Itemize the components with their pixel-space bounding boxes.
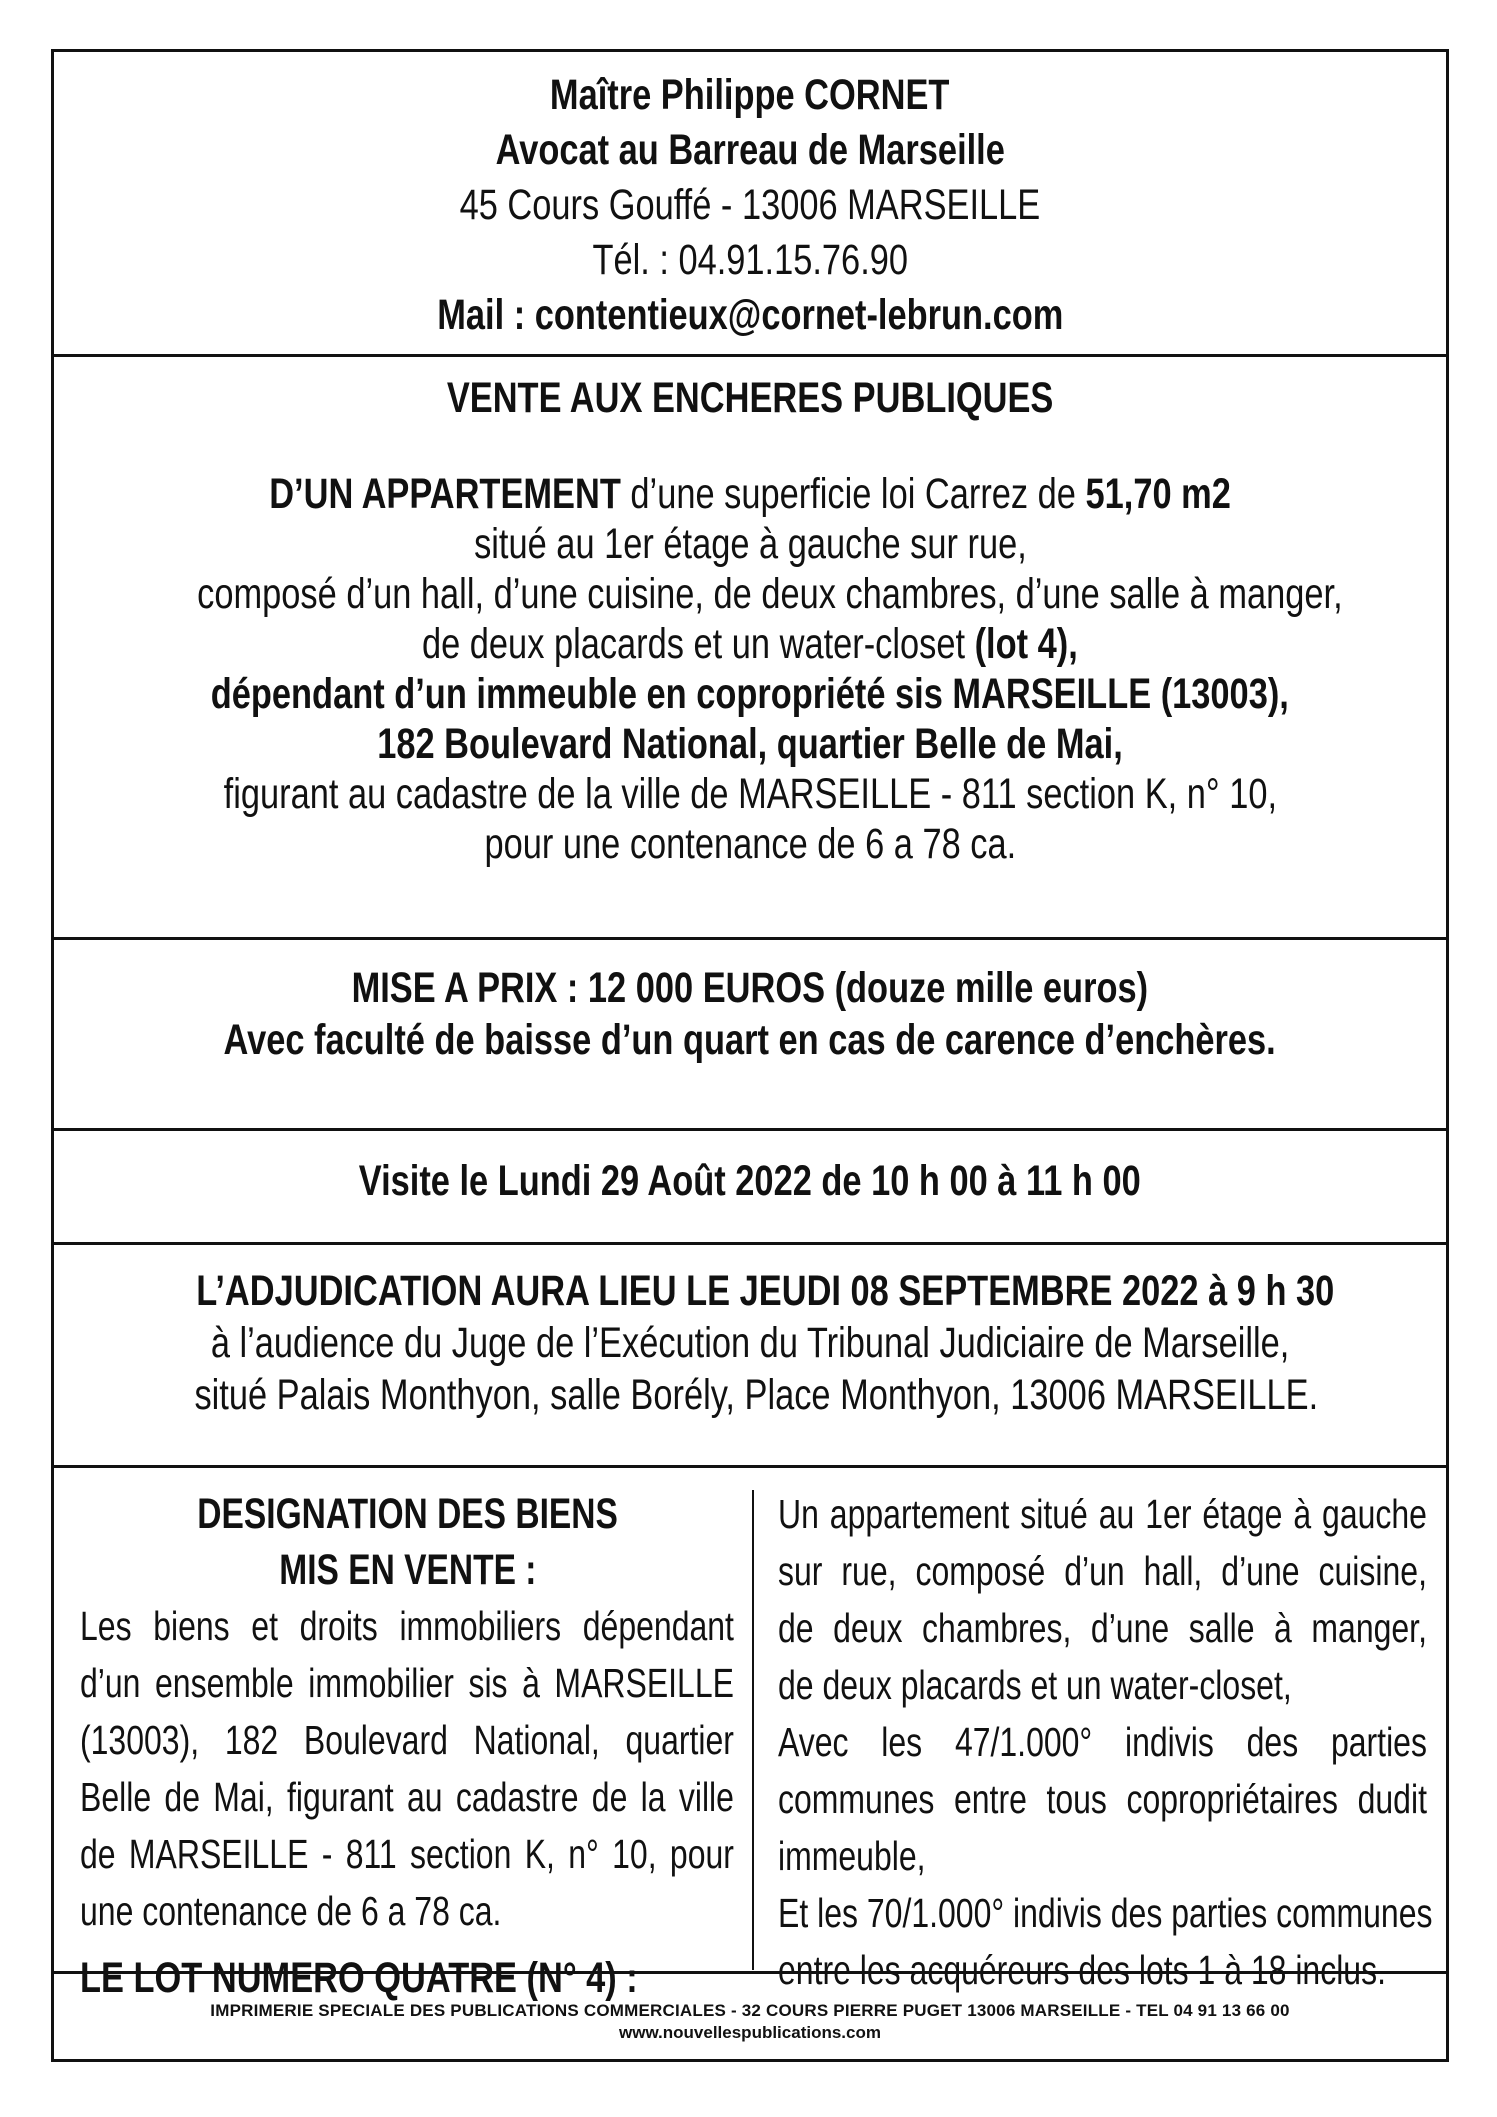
designation-title-2: MIS EN VENTE : [278,1546,537,1594]
lot-ref: (lot 4), [974,620,1078,668]
right-line: Avec les 47/1.000° indivis des parties [778,1719,1427,1765]
left-line: Les biens et droits immobiliers dépendant [80,1603,734,1649]
left-line: (13003), 182 Boulevard National, quartier [80,1717,734,1763]
cadastre-text: figurant au cadastre de la ville de MARSEILLE - 811 section K, n° 10, [223,770,1277,818]
lawyer-name: Maître Philippe CORNET [550,71,950,119]
right-line: de deux placards et un water-closet, [778,1662,1292,1708]
composition-text: composé d’un hall, d’une cuisine, de deux chambres, d’une salle à manger, [197,570,1343,618]
lawyer-address: 45 Cours Gouffé - 13006 MARSEILLE [459,181,1041,229]
visit-section [54,1131,1446,1245]
floor-text: situé au 1er étage à gauche sur rue, [473,520,1027,568]
surface-value: 51,70 m2 [1085,470,1231,518]
court-location: situé Palais Monthyon, salle Borély, Place Monthyon, 13006 MARSEILLE. [194,1371,1319,1419]
printer-website[interactable]: www.nouvellespublications.com [619,2023,881,2042]
adjudication-date: L’ADJUDICATION AURA LIEU LE JEUDI 08 SEPTEMBRE 2022 à 9 h 30 [196,1267,1335,1315]
starting-price: MISE A PRIX : 12 000 EUROS (douze mille euros) [351,964,1149,1012]
lot-number-title: LE LOT NUMERO QUATRE (N° 4) : [80,1954,638,2002]
street-address: 182 Boulevard National, quartier Belle de Mai, [377,720,1123,768]
designation-right-column [778,1486,1433,1999]
left-line: une contenance de 6 a 78 ca. [80,1888,502,1934]
right-line: de deux chambres, d’une salle à manger, [778,1605,1427,1651]
contenance-text: pour une contenance de 6 a 78 ca. [484,820,1016,868]
lawyer-mail: Mail : contentieux@cornet-lebrun.com [436,291,1064,339]
printer-footer [54,1974,1446,2062]
property-type: D’UN APPARTEMENT [269,470,621,518]
right-line: Un appartement situé au 1er étage à gauche [778,1491,1427,1537]
building-text: dépendant d’un immeuble en copropriété sis MARSEILLE (13003), [210,670,1290,718]
sale-title: VENTE AUX ENCHERES PUBLIQUES [446,374,1054,422]
lawyer-phone: Tél. : 04.91.15.76.90 [592,236,908,284]
right-line: communes entre tous copropriétaires dudit [778,1776,1427,1822]
notice-frame [51,49,1449,2062]
court-text: à l’audience du Juge de l’Exécution du Tribunal Judiciaire de Marseille, [210,1319,1290,1367]
right-line: immeuble, [778,1833,926,1879]
adjudication-section [54,1245,1446,1468]
designation-section [54,1468,1446,2002]
designation-left-column [80,1486,735,2006]
printer-info: IMPRIMERIE SPECIALE DES PUBLICATIONS COMMERCIALES - 32 COURS PIERRE PUGET 13006 MARSEILLE - TEL 04 91 13 66 00 [210,2001,1290,2020]
price-section [54,940,1446,1131]
sale-description [54,469,1446,869]
lawyer-header [54,52,1446,357]
lawyer-bar: Avocat au Barreau de Marseille [495,126,1005,174]
designation-title-1: DESIGNATION DES BIENS [197,1490,618,1538]
price-reduction: Avec faculté de baisse d’un quart en cas de carence d’enchères. [223,1016,1277,1064]
closet-text: de deux placards et un water-closet [422,620,975,668]
left-line: de MARSEILLE - 811 section K, n° 10, pour [80,1831,734,1877]
sale-section [54,357,1446,940]
right-line: entre les acquéreurs des lots 1 à 18 inclus. [778,1947,1386,1993]
right-line: sur rue, composé d’un hall, d’une cuisine, [778,1548,1427,1594]
column-divider [752,1490,754,1970]
left-line: Belle de Mai, figurant au cadastre de la ville [80,1774,734,1820]
left-line: d’un ensemble immobilier sis à MARSEILLE [80,1660,734,1706]
right-line: Et les 70/1.000° indivis des parties communes [778,1890,1433,1936]
visit-date: Visite le Lundi 29 Août 2022 de 10 h 00 à 11 h 00 [359,1157,1141,1205]
surface-text: d’une superficie loi Carrez de [620,470,1086,518]
